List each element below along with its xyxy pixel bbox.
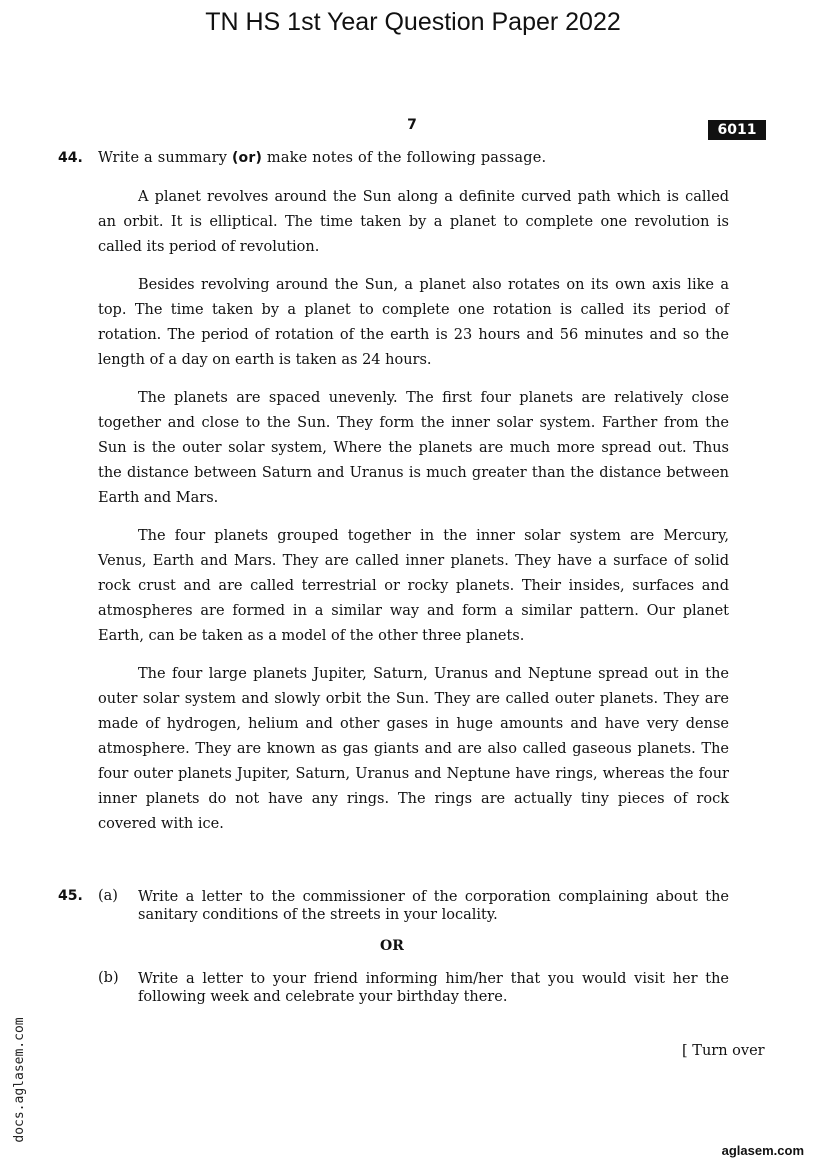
brand-watermark: aglasem.com bbox=[721, 1143, 804, 1158]
option-b-text: Write a letter to your friend informing him/her that you would visit her the following week and celebrate your birthday there. bbox=[138, 971, 729, 1005]
passage-paragraph: A planet revolves around the Sun along a definite curved path which is called an orbit. It is elliptical. The time taken by a planet to complete one revolution is called its period of revolution. bbox=[98, 189, 729, 255]
question-44-number: 44. bbox=[58, 150, 83, 166]
question-45-number: 45. bbox=[58, 888, 83, 904]
passage-paragraph: The four large planets Jupiter, Saturn, Uranus and Neptune spread out in the outer solar system and slowly orbit the Sun. They are called outer planets. They are made of hydrogen, helium and other gases in huge amounts and have very dense atmosphere. They are known as gas giants and are also called gaseous planets. The four outer planets Jupiter, Saturn, Uranus and Neptune have rings, whereas the four inner planets do not have any rings. The rings are actually tiny pieces of rock covered with ice. bbox=[98, 666, 729, 832]
instruction-text-end: make notes of the following passage. bbox=[262, 150, 547, 166]
document-title: TN HS 1st Year Question Paper 2022 bbox=[205, 8, 621, 36]
option-a-label: (a) bbox=[98, 888, 118, 904]
passage-paragraph: The four planets grouped together in the inner solar system are Mercury, Venus, Earth and Mars. They are called inner planets. They have a surface of solid rock crust and are called terrestrial or rocky planets. Their insides, surfaces and atmospheres are formed in a similar way and form a similar pattern. Our planet Earth, can be taken as a model of the other three planets. bbox=[98, 528, 729, 644]
side-watermark: docs.aglasem.com bbox=[12, 1017, 27, 1143]
or-separator: OR bbox=[380, 938, 404, 954]
option-b-label: (b) bbox=[98, 970, 119, 986]
instruction-or-bold: (or) bbox=[231, 150, 263, 166]
page-number: 7 bbox=[407, 117, 417, 133]
question-44-instruction bbox=[98, 150, 546, 166]
passage-paragraph: Besides revolving around the Sun, a planet also rotates on its own axis like a top. The time taken by a planet to complete one rotation is called its period of rotation. The period of rotation of the earth is 23 hours and 56 minutes and so the length of a day on earth is taken as 24 hours. bbox=[98, 277, 729, 368]
passage bbox=[98, 185, 729, 850]
turn-over-note: [ Turn over bbox=[682, 1043, 765, 1059]
instruction-text-start: Write a summary bbox=[98, 150, 232, 166]
paper-code-badge: 6011 bbox=[708, 120, 766, 140]
option-a-text: Write a letter to the commissioner of the corporation complaining about the sanitary conditions of the streets in your locality. bbox=[138, 889, 729, 923]
passage-paragraph: The planets are spaced unevenly. The first four planets are relatively close together and close to the Sun. They form the inner solar system. Farther from the Sun is the outer solar system, Where the planets are much more spread out. Thus the distance between Saturn and Uranus is much greater than the distance between Earth and Mars. bbox=[98, 390, 729, 506]
